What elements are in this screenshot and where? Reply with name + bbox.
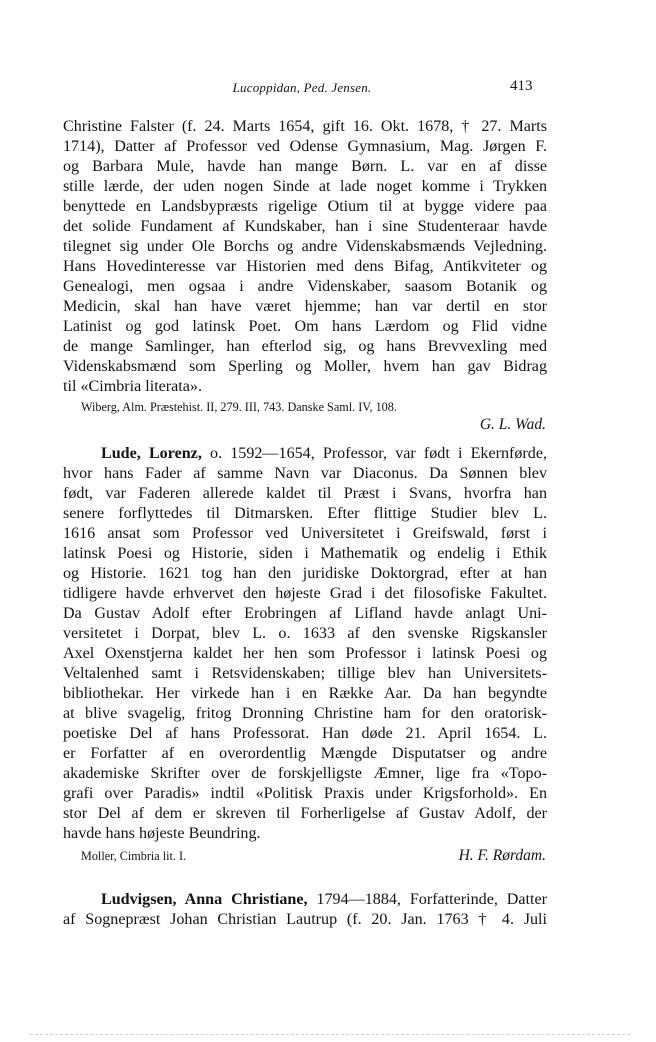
- text-line: Hans Hovedinteresse var Historien med dens Bifag, Antikviteter og: [63, 258, 547, 275]
- text-line: akademiske Skrifter over de forskjelligste Æmner, lige fra «Topo-: [63, 765, 547, 782]
- text-line: det solide Fundament af Kundskaber, han i sine Studenteraar havde: [63, 218, 547, 235]
- text-line: havde hans højeste Beundring.: [63, 825, 261, 842]
- running-title: Lucoppidan, Ped. Jensen.: [232, 80, 372, 95]
- text-line: Medicin, skal han have været hjemme; han var dertil en stor: [63, 298, 547, 315]
- page-number: 413: [510, 78, 533, 94]
- text-line: Christine Falster (f. 24. Marts 1654, gift 16. Okt. 1678, † 27. Marts: [63, 118, 547, 135]
- text-line: tilegnet sig under Ole Borchs og andre Videnskabsmænds Vejledning.: [63, 238, 547, 255]
- text-line: bibliothekar. Her virkede han i en Række Aar. Da han begyndte: [63, 685, 547, 702]
- entry-first-line: [101, 444, 547, 464]
- author-signature: G. L. Wad.: [479, 416, 546, 433]
- entry-first-line: [101, 890, 547, 910]
- text-line: stille lærde, der uden nogen Sinde at lade noget komme i Trykken: [63, 178, 547, 195]
- text-line: 1616 ansat som Professor ved Universitetet i Greifswald, først i: [63, 525, 547, 542]
- text-line: Latinist og god latinsk Poet. Om hans Lærdom og Flid vidne: [63, 318, 547, 335]
- text-line: Genealogi, men ogsaa i andre Videnskaber, saasom Botanik og: [63, 278, 547, 295]
- text-line: er Forfatter af en overordentlig Mængde Disputatser og andre: [63, 745, 547, 762]
- text-line: til «Cimbria literata».: [63, 378, 202, 395]
- text-line: og Barbara Mule, havde han mange Børn. L. var en af disse: [63, 158, 547, 175]
- text-line: og Historie. 1621 tog han den juridiske Doktorgrad, efter at han: [63, 565, 547, 582]
- source-reference: Moller, Cimbria lit. I.: [81, 849, 187, 863]
- text-line: Axel Oxenstjerna kaldet her hen som Professor i latinsk Poesi og: [63, 645, 547, 662]
- text-line: Videnskabsmænd som Sperling og Moller, hvem han gav Bidrag: [63, 358, 547, 375]
- page-edge-divider: [30, 1034, 630, 1036]
- text-line: senere forflyttedes til Ditmarsken. Efter flittige Studier blev L.: [63, 505, 547, 522]
- text-line: benyttede en Landsbypræsts rigelige Otium til at bygge videre paa: [63, 198, 547, 215]
- text-line: grafi over Paradis» indtil «Politisk Praxis under Krigsforhold». En: [63, 785, 547, 802]
- entry-heading: Lude, Lorenz,: [101, 445, 202, 462]
- text-line: 1714), Datter af Professor ved Odense Gymnasium, Mag. Jørgen F.: [63, 138, 547, 155]
- text-line: poetiske Del af hans Professorat. Han døde 21. April 1654. L.: [63, 725, 547, 742]
- entry-heading: Ludvigsen, Anna Christiane,: [101, 891, 308, 908]
- text-line: Veltalenhed samt i Retsvidenskaben; tillige blev han Universitets-: [63, 665, 547, 682]
- text-line: af Sognepræst Johan Christian Lautrup (f. 20. Jan. 1763 † 4. Juli: [63, 911, 547, 928]
- text-line: de mange Samlinger, han efterlod sig, og hans Brevvexling med: [63, 338, 547, 355]
- text-line: tidligere havde erhvervet den højeste Grad i det filosofiske Fakultet.: [63, 585, 547, 602]
- entry-first-line-text: 1794—1884, Forfatterinde, Datter: [316, 891, 547, 908]
- author-signature: H. F. Rørdam.: [458, 847, 546, 864]
- text-line: latinsk Poesi og Historie, siden i Mathematik og endelig i Ethik: [63, 545, 547, 562]
- source-reference: Wiberg, Alm. Præstehist. II, 279. III, 743. Danske Saml. IV, 108.: [81, 400, 397, 414]
- text-line: hvor hans Fader af samme Navn var Diaconus. Da Sønnen blev: [63, 465, 547, 482]
- text-line: stor Del af dem er skreven til Forherligelse af Gustav Adolf, der: [63, 805, 547, 822]
- text-line: versitetet i Dorpat, blev L. o. 1633 af den svenske Rigskansler: [63, 625, 547, 642]
- entry-first-line-text: o. 1592—1654, Professor, var født i Ekernførde,: [210, 445, 547, 462]
- text-line: født, var Faderen allerede kaldet til Præst i Svans, hvorfra han: [63, 485, 547, 502]
- text-line: at blive svagelig, fritog Dronning Christine ham for den oratorisk-: [63, 705, 547, 722]
- text-line: Da Gustav Adolf efter Erobringen af Lifland havde anlagt Uni-: [63, 605, 547, 622]
